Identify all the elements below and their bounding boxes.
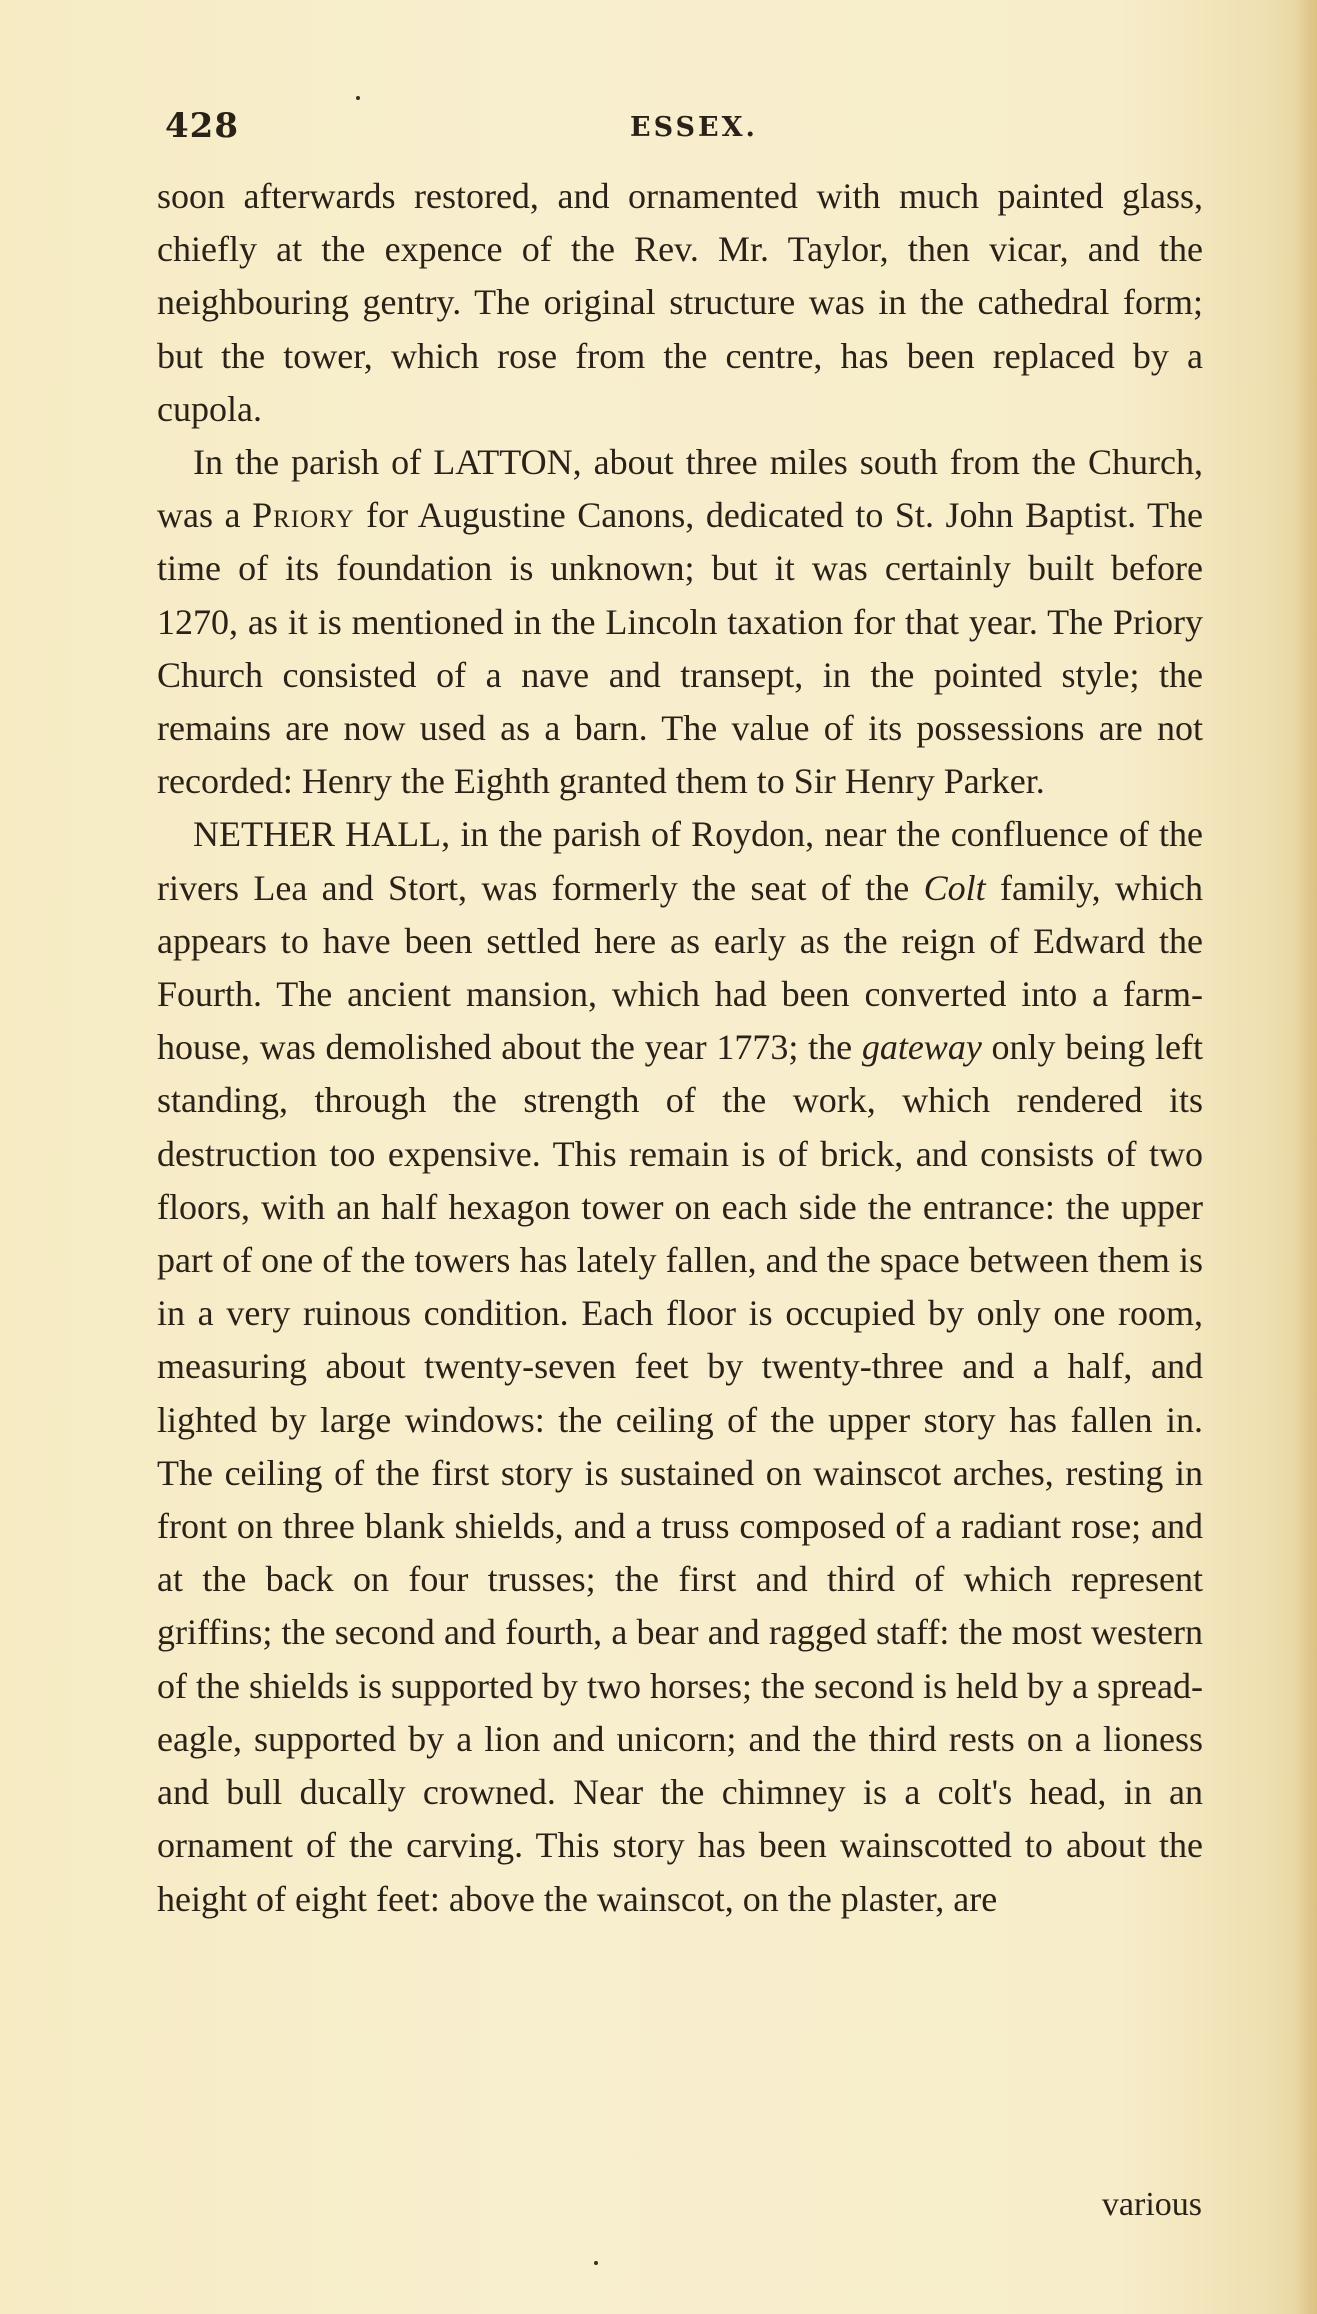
priory-smallcaps: Priory	[252, 495, 355, 536]
text-segment: family, which appears to have been settled here as early as the reign of Edward the Fourth. The ancient mansion, which had been converted into a farm-house, was demolished about the year 1773; the	[157, 867, 1203, 1068]
colt-italic: Colt	[923, 867, 986, 908]
paragraph-continuation	[157, 170, 1203, 436]
page-number: 428	[165, 106, 239, 146]
body-text	[157, 170, 1203, 1926]
text-segment: soon afterwards restored, and ornamented with much painted glass, chiefly at the expence of the Rev. Mr. Taylor, then vicar, and the neighbouring gentry. The original structure was in the cathedral form; but the tower, which rose from the centre, has been replaced by a cupola.	[157, 176, 1203, 429]
text-segment: only being left standing, through the strength of the work, which rendered its destruction too expensive. This remain is of brick, and consists of two floors, with an half hexagon tower on each side the entrance: the upper part of one of the towers has lately fallen, and the space between them is in a very ruinous condition. Each floor is occupied by only one room, measuring about twenty-seven feet by twenty-three and a half, and lighted by large windows: the ceiling of the upper story has fallen in. The ceiling of the first story is sustained on wainscot arches, resting in front on three blank shields, and a truss composed of a radiant rose; and at the back on four trusses; the first and third of which represent griffins; the second and fourth, a bear and ragged staff: the most western of the shields is supported by two horses; the second is held by a spread-eagle, supported by a lion and unicorn; and the third rests on a lioness and bull ducally crowned. Near the chimney is a colt's head, in an ornament of the carving. This story has been wainscotted to about the height of eight feet: above the wainscot, on the plaster, are	[157, 1027, 1204, 1919]
text-segment: In the parish of LATTON, about three miles south from the Church, was a	[157, 442, 1203, 536]
ink-speck	[356, 96, 360, 100]
paragraph-latton	[157, 436, 1203, 808]
page-edge-shading	[1295, 0, 1317, 2314]
ink-speck	[594, 2261, 598, 2265]
text-segment: NETHER HALL, in the parish of Roydon, near the confluence of the rivers Lea and Stort, was formerly the seat of the	[157, 814, 1203, 908]
gateway-italic: gateway	[861, 1027, 982, 1068]
page-header	[165, 106, 1205, 156]
paragraph-nether-hall	[157, 808, 1203, 1925]
text-segment: for Augustine Canons, dedicated to St. John Baptist. The time of its foundation is unknown; but it was certainly built before 1270, as it is mentioned in the Lincoln taxation for that year. The Priory Church consisted of a nave and transept, in the pointed style; the remains are now used as a barn. The value of its possessions are not recorded: Henry the Eighth granted them to Sir Henry Parker.	[157, 495, 1203, 802]
running-head: ESSEX.	[630, 112, 758, 143]
catchword: various	[1101, 2186, 1202, 2223]
